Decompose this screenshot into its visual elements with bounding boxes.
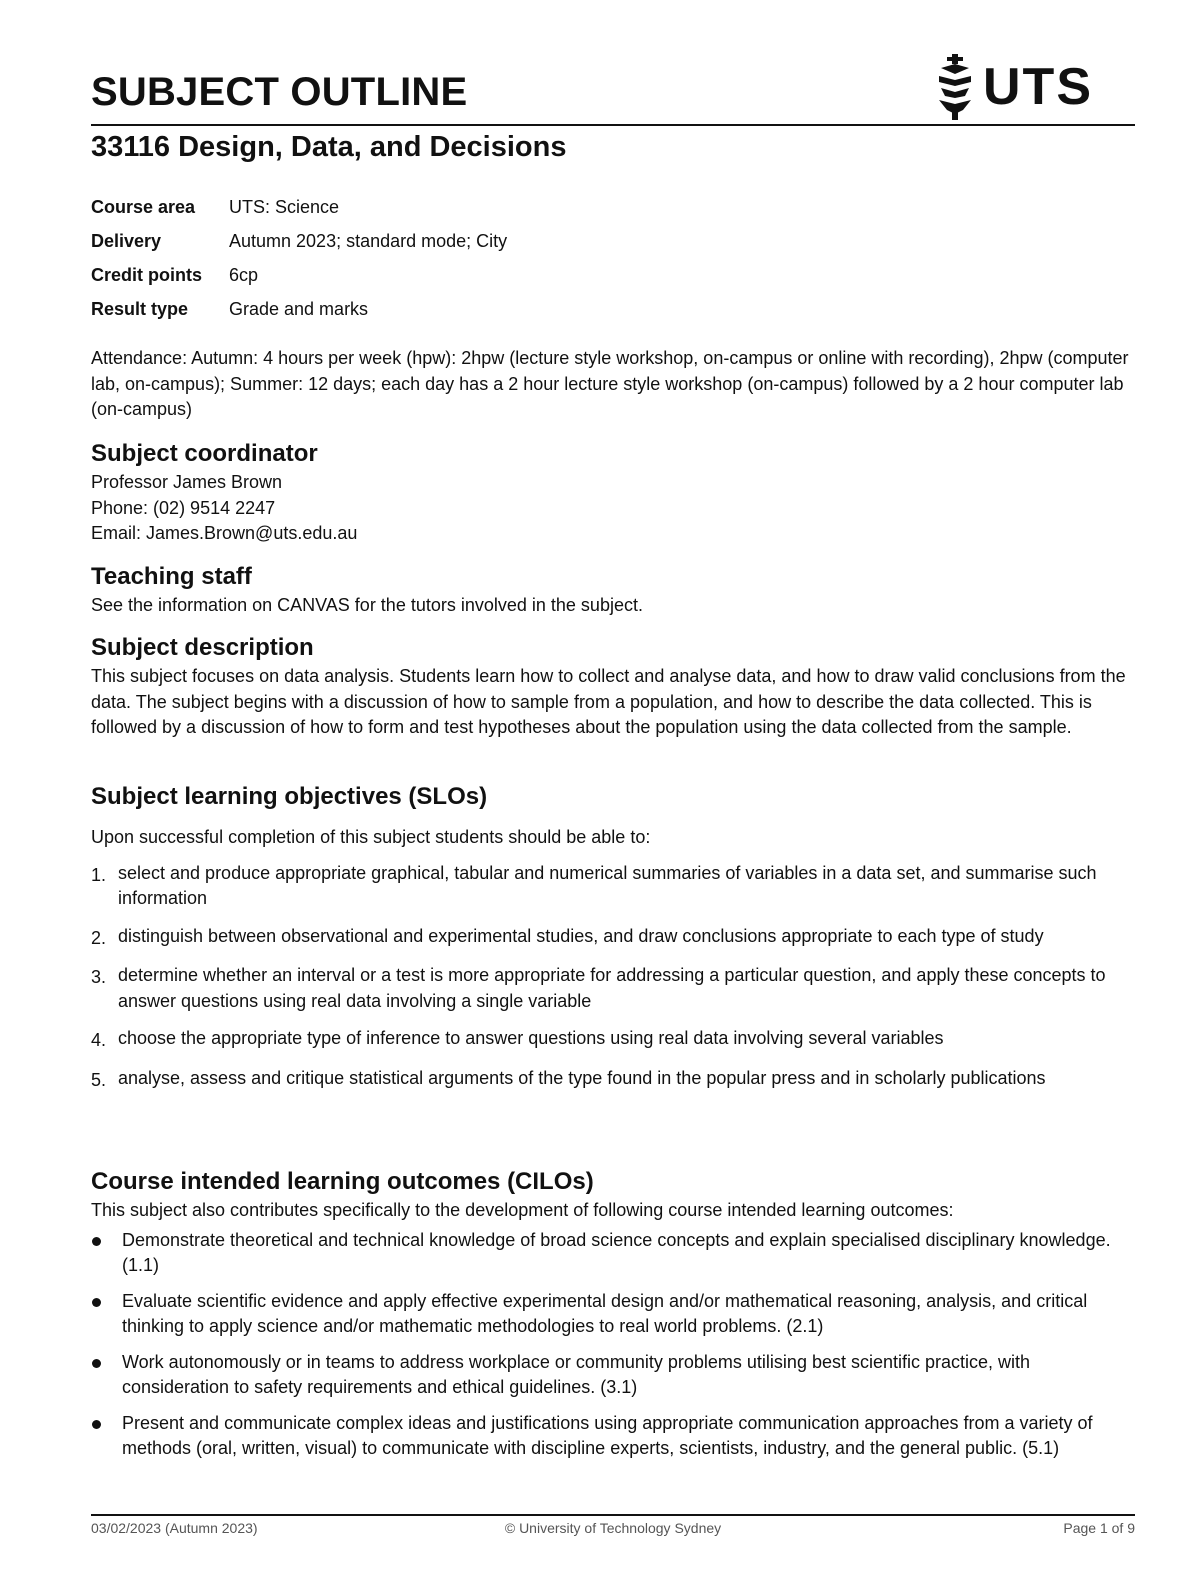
detail-value: Grade and marks xyxy=(229,299,369,319)
slo-item xyxy=(91,924,1135,952)
bullet-icon xyxy=(91,1350,122,1401)
section-heading: Subject description xyxy=(91,634,314,661)
detail-label: Course area xyxy=(91,197,196,217)
subject-outline-page xyxy=(91,0,1135,1590)
document-title: SUBJECT OUTLINE xyxy=(91,70,468,114)
slo-text: determine whether an interval or a test is more appropriate for addressing a particular question, and apply these concepts to answer questions using real data involving a single variable xyxy=(118,965,1106,1011)
description-text: This subject focuses on data analysis. Students learn how to collect and analyse data, and how to draw valid conclusions from the data. The subject begins with a discussion of how to sample from a population, and how to describe the data collected. This is followed by a discussion of how to form and test hypotheses about the population using the data collected from the sample. xyxy=(91,666,1126,737)
cilo-item xyxy=(91,1411,1135,1462)
coordinator-phone: Phone: (02) 9514 2247 xyxy=(91,497,276,518)
cilo-item xyxy=(91,1289,1135,1340)
section-heading: Teaching staff xyxy=(91,563,252,590)
cilo-text: Work autonomously or in teams to address workplace or community problems utilising best scientific practice, with consideration to safety requirements and ethical guidelines. (3.1) xyxy=(122,1351,1031,1397)
subject-description-section xyxy=(91,632,1135,741)
slo-text: select and produce appropriate graphical, tabular and numerical summaries of variables in a data set, and summarise such information xyxy=(118,862,1097,908)
bullet-icon xyxy=(91,1228,122,1279)
attendance-text: Attendance: Autumn: 4 hours per week (hpw): 2hpw (lecture style workshop, on-campus or online with recording), 2hpw (computer lab, on-campus); Summer: 12 days; each day has a 2 hour lecture style workshop (on-campus) followed by a 2 hour computer lab (on-campus) xyxy=(91,348,1129,419)
coordinator-name: Professor James Brown xyxy=(91,472,283,492)
subject-coordinator-section xyxy=(91,438,1135,547)
slo-number: 3. xyxy=(91,967,107,987)
cilo-item xyxy=(91,1350,1135,1401)
slo-text: analyse, assess and critique statistical arguments of the type found in the popular press and in scholarly publications xyxy=(118,1067,1046,1088)
detail-label: Delivery xyxy=(91,231,162,251)
bullet-icon xyxy=(91,1289,122,1340)
uts-crest-icon xyxy=(935,54,975,120)
slo-item xyxy=(91,1066,1135,1094)
slo-number: 1. xyxy=(91,864,107,885)
cilo-text: Evaluate scientific evidence and apply effective experimental design and/or mathematical reasoning, analysis, and critical thinking to apply science and/or mathematic methodologies to real world problems. (2.1) xyxy=(122,1290,1088,1336)
slo-text: choose the appropriate type of inference to answer questions using real data involving several variables xyxy=(118,1028,944,1048)
slo-item xyxy=(91,963,1135,1014)
footer-copyright: © University of Technology Sydney xyxy=(504,1520,722,1536)
teaching-staff-text: See the information on CANVAS for the tutors involved in the subject. xyxy=(91,595,643,615)
footer-date: 03/02/2023 (Autumn 2023) xyxy=(91,1520,258,1536)
cilo-text: Demonstrate theoretical and technical knowledge of broad science concepts and explain specialised disciplinary knowledge. (1.1) xyxy=(122,1229,1111,1275)
cilos-intro: This subject also contributes specifically to the development of following course intended learning outcomes: xyxy=(91,1200,954,1220)
slo-text: distinguish between observational and experimental studies, and draw conclusions appropriate to each type of study xyxy=(118,925,1044,946)
cilo-list xyxy=(91,1228,1135,1462)
subject-details xyxy=(91,192,1135,328)
detail-value: Autumn 2023; standard mode; City xyxy=(229,231,508,251)
slos-section xyxy=(91,781,1135,1093)
header-rule xyxy=(91,124,1135,126)
detail-label: Result type xyxy=(91,299,189,319)
detail-value: 6cp xyxy=(229,265,259,285)
slo-item xyxy=(91,1026,1135,1054)
cilo-item xyxy=(91,1228,1135,1279)
slos-intro: Upon successful completion of this subject students should be able to: xyxy=(91,827,651,847)
detail-row-credit-points xyxy=(91,260,1135,294)
slo-list xyxy=(91,861,1135,1094)
coordinator-email: Email: James.Brown@uts.edu.au xyxy=(91,523,358,543)
section-heading: Course intended learning outcomes (CILOs) xyxy=(91,1168,594,1195)
detail-row-result-type xyxy=(91,294,1135,328)
bullet-icon xyxy=(91,1411,122,1462)
section-heading: Subject coordinator xyxy=(91,440,318,467)
uts-logo xyxy=(935,54,1093,120)
detail-row-course-area xyxy=(91,192,1135,226)
uts-logo-text: UTS xyxy=(983,58,1093,116)
detail-label: Credit points xyxy=(91,265,202,285)
detail-row-delivery xyxy=(91,226,1135,260)
slo-number: 5. xyxy=(91,1069,107,1090)
footer-rule xyxy=(91,1514,1135,1516)
cilo-text: Present and communicate complex ideas and justifications using appropriate communication approaches from a variety of methods (oral, written, visual) to communicate with discipline experts, scientists, industry, and the general public. (5.1) xyxy=(122,1412,1093,1458)
slo-item xyxy=(91,861,1135,912)
slo-number: 2. xyxy=(91,927,107,948)
section-heading: Subject learning objectives (SLOs) xyxy=(91,783,488,810)
detail-value: UTS: Science xyxy=(229,197,340,217)
slo-number: 4. xyxy=(91,1030,107,1050)
cilos-section xyxy=(91,1166,1135,1462)
teaching-staff-section xyxy=(91,561,1135,619)
subject-title: 33116 Design, Data, and Decisions xyxy=(91,131,567,163)
footer-page-number: Page 1 of 9 xyxy=(1063,1520,1135,1536)
